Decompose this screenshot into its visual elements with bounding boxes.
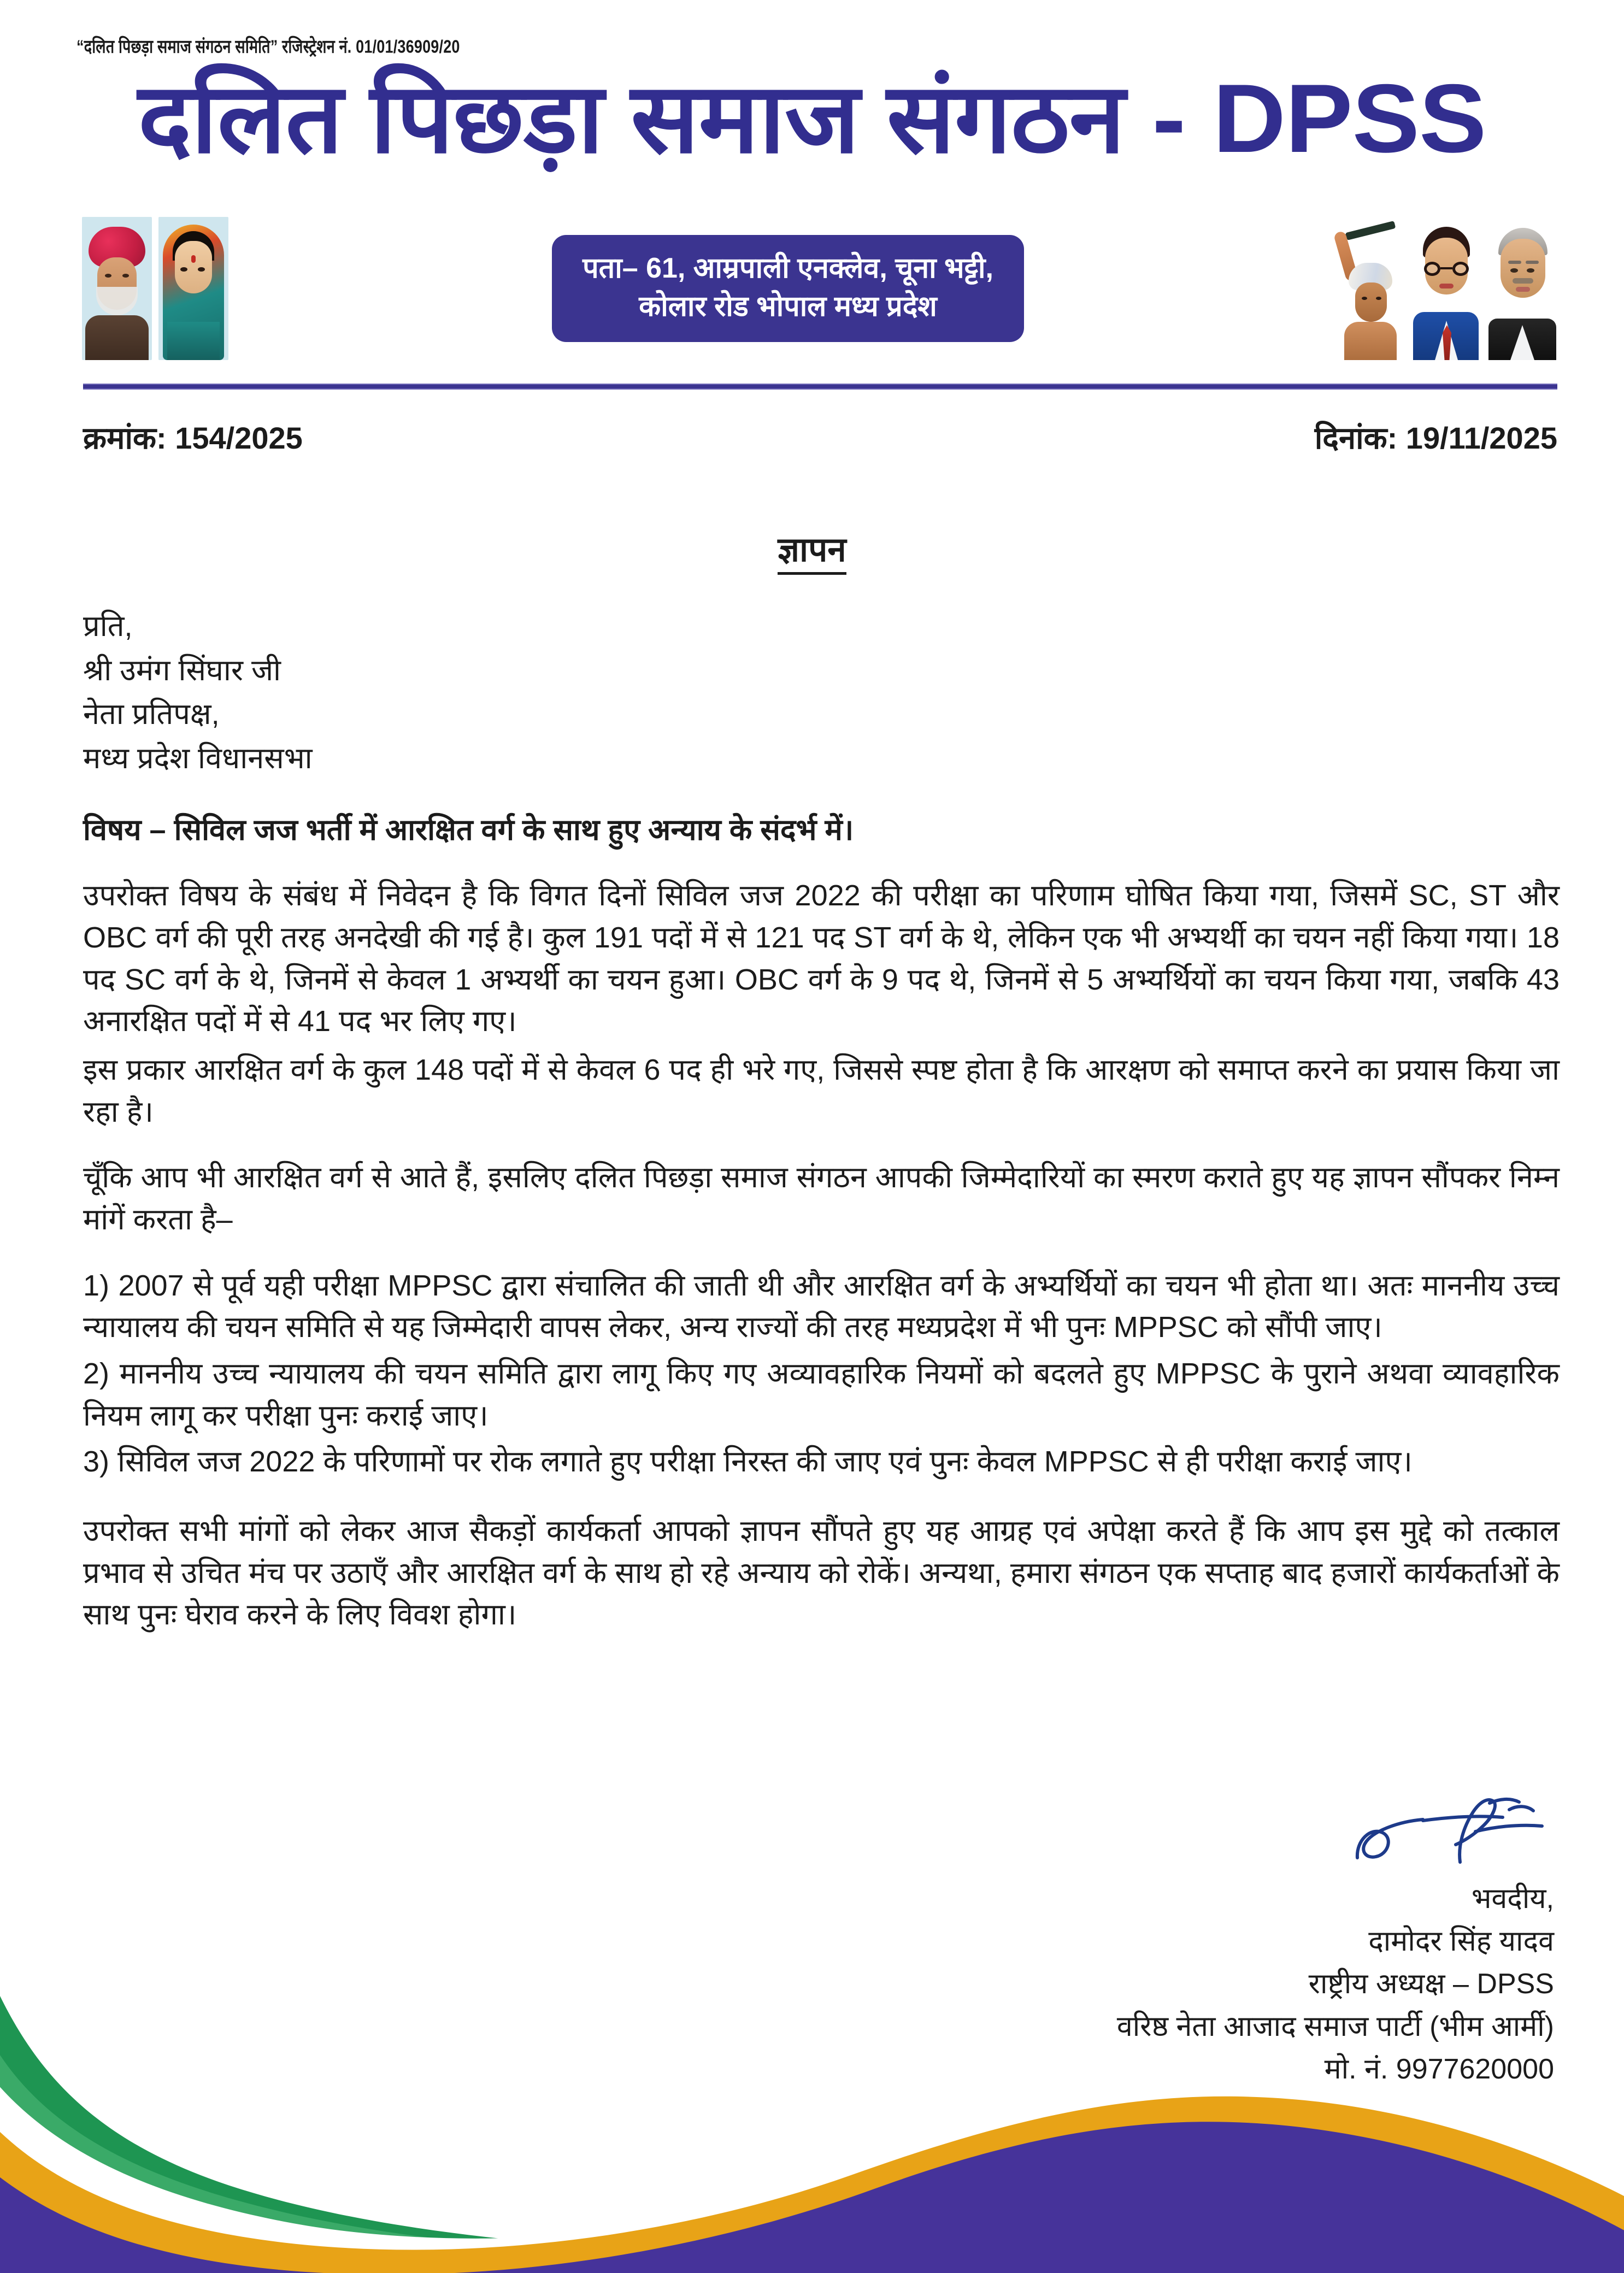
demand-item-2: 2) माननीय उच्च न्यायालय की चयन समिति द्वारा लागू किए गए अव्यावहारिक नियमों को बदलते हुए MPPSC के पुराने अथवा व्यावहारिक नियम लागू कर परीक्षा पुनः कराई जाए। [83,1357,1560,1432]
signatory-name: दामोदर सिंह यादव [1368,1925,1554,1957]
reference-number: क्रमांक: 154/2025 [83,421,303,455]
demand-item-3: 3) सिविल जज 2022 के परिणामों पर रोक लगाते हुए परीक्षा निरस्त की जाए एवं पुनः केवल MPPSC से ही परीक्षा कराई जाए। [83,1445,1413,1479]
header-divider [83,384,1557,390]
demands-list [83,1265,1560,1483]
subject-line: विषय – सिविल जज भर्ती में आरक्षित वर्ग के साथ हुए अन्याय के संदर्भ में। [83,813,854,846]
address-line-1: पता– 61, आम्रपाली एनक्लेव, चूना भट्टी, [582,252,993,284]
reference-date-row [83,416,1557,458]
handwritten-signature-icon [1346,1793,1554,1875]
right-portrait-group [1334,217,1557,360]
footer-wave-decoration [0,1880,1624,2273]
signatory-phone: मो. नं. 9977620000 [1324,2053,1554,2085]
closing-paragraph: उपरोक्त सभी मांगों को लेकर आज सैकड़ों कार्यकर्ता आपको ज्ञापन सौंपते हुए यह आग्रह एवं अपेक्षा करते हैं कि आप इस मुद्दे को तत्काल प्रभाव से उचित मंच पर उठाएँ और आरक्षित वर्ग के साथ हो रहे अन्याय को रोकें। अन्यथा, हमारा संगठन एक सप्ताह बाद हजारों कार्यकर्ताओं के साथ पुनः घेराव करने के लिए विवश होगा। [83,1515,1560,1632]
portrait-br-ambedkar [1411,217,1481,360]
addressee-line-1: प्रति, [83,610,133,643]
header-strip [82,214,1557,363]
addressee-line-2: श्री उमंग सिंघार जी [83,653,281,687]
registration-line: “दलित पिछड़ा समाज संगठन समिति” रजिस्ट्रेशन नं. 01/01/36909/20 [77,36,460,57]
signatory-role-party: वरिष्ठ नेता आजाद समाज पार्टी (भीम आर्मी) [1116,2011,1554,2042]
paragraph-2: इस प्रकार आरक्षित वर्ग के कुल 148 पदों में से केवल 6 पद ही भरे गए, जिससे स्पष्ट होता है कि आरक्षण को समाप्त करने का प्रयास किया जा रहा है। [83,1053,1560,1128]
addressee-line-3: नेता प्रतिपक्ष, [83,698,220,731]
document-title [0,526,1624,572]
portrait-birsa-munda [1334,217,1404,360]
paragraph-1: उपरोक्त विषय के संबंध में निवेदन है कि विगत दिनों सिविल जज 2022 की परीक्षा का परिणाम घोषित किया गया, जिसमें SC, ST और OBC वर्ग की पूरी तरह अनदेखी की गई है। कुल 191 पदों में से 121 पद ST वर्ग के थे, लेकिन एक भी अभ्यर्थी का चयन नहीं किया गया। 18 पद SC वर्ग के थे, जिनमें से केवल 1 अभ्यर्थी का चयन हुआ। OBC वर्ग के 9 पद थे, जिनमें से 5 अभ्यर्थियों का चयन किया गया, जबकि 43 अनारक्षित पदों में से 41 पद भर लिए गए। [83,879,1560,1038]
paragraph-3: चूँकि आप भी आरक्षित वर्ग से आते हैं, इसलिए दलित पिछड़ा समाज संगठन आपकी जिम्मेदारियों का स्मरण कराते हुए यह ज्ञापन सौंपकर निम्न मांगें करता है– [83,1161,1560,1236]
organisation-title: दलित पिछड़ा समाज संगठन - DPSS [138,64,1486,173]
address-line-2: कोलार रोड भोपाल मध्य प्रदेश [639,291,937,322]
portrait-savitribai-phule [158,217,228,360]
signature-salutation: भवदीय, [1471,1883,1554,1915]
letter-body [83,605,1560,1665]
addressee-line-4: मध्य प्रदेश विधानसभा [83,742,313,775]
portrait-mulayam-singh-yadav [1487,217,1557,360]
addressee-block [83,605,1560,780]
portrait-jyotirao-phule [82,217,152,360]
letter-date: दिनांक: 19/11/2025 [1314,421,1557,455]
document-title-text: ज्ञापन [778,531,846,575]
left-portrait-group [82,217,228,360]
signatory-role-national-president: राष्ट्रीय अध्यक्ष – DPSS [1308,1968,1554,2000]
address-box [552,235,1024,342]
demand-item-1: 1) 2007 से पूर्व यही परीक्षा MPPSC द्वारा संचालित की जाती थी और आरक्षित वर्ग के अभ्यर्थियों का चयन भी होता था। अतः माननीय उच्च न्यायालय की चयन समिति से यह जिम्मेदारी वापस लेकर, अन्य राज्यों की तरह मध्यप्रदेश में भी पुनः MPPSC को सौंपी जाए। [83,1269,1560,1344]
